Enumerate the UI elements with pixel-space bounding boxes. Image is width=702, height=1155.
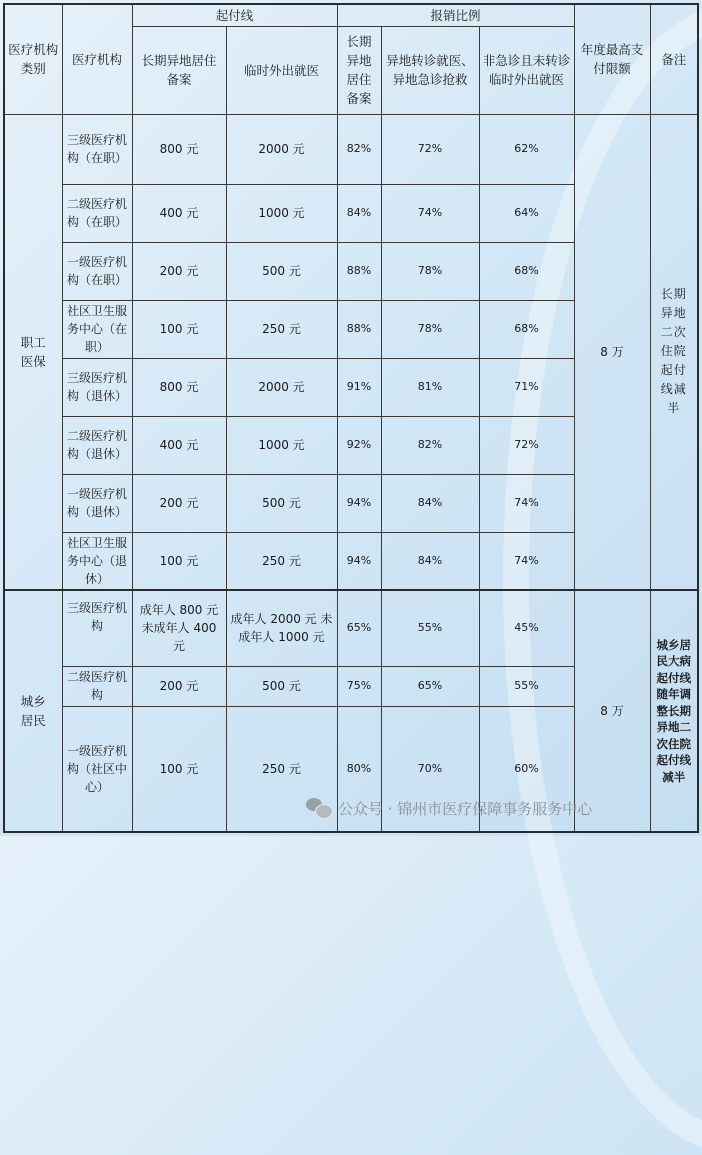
deductible-temp-cell: 500 元 bbox=[226, 474, 337, 532]
institution-cell: 二级医疗机构 bbox=[62, 666, 132, 706]
deductible-temp-cell: 成年人 2000 元 未成年人 1000 元 bbox=[226, 590, 337, 666]
header-deductible: 起付线 bbox=[132, 4, 337, 26]
rate-non-cell: 74% bbox=[479, 474, 574, 532]
rate-long-cell: 91% bbox=[337, 358, 381, 416]
category-resident: 城乡居民 bbox=[4, 590, 62, 832]
resident-remark: 城乡居民大病起付线随年调整长期异地二次住院起付线减半 bbox=[650, 590, 698, 832]
deductible-temp-cell: 2000 元 bbox=[226, 114, 337, 184]
rate-non-cell: 62% bbox=[479, 114, 574, 184]
deductible-temp-cell: 250 元 bbox=[226, 706, 337, 832]
rate-non-cell: 45% bbox=[479, 590, 574, 666]
deductible-temp-cell: 500 元 bbox=[226, 242, 337, 300]
deductible-long-cell: 200 元 bbox=[132, 242, 226, 300]
rate-long-cell: 92% bbox=[337, 416, 381, 474]
rate-transfer-cell: 81% bbox=[381, 358, 479, 416]
deductible-long-cell: 800 元 bbox=[132, 114, 226, 184]
deductible-temp-cell: 2000 元 bbox=[226, 358, 337, 416]
watermark bbox=[306, 797, 592, 819]
rate-non-cell: 55% bbox=[479, 666, 574, 706]
deductible-long-cell: 400 元 bbox=[132, 184, 226, 242]
header-deductible-temporary: 临时外出就医 bbox=[226, 26, 337, 114]
header-deductible-long-term: 长期异地居住备案 bbox=[132, 26, 226, 114]
institution-cell: 三级医疗机构（在职） bbox=[62, 114, 132, 184]
watermark-text: 公众号 · 锦州市医疗保障事务服务中心 bbox=[338, 799, 593, 818]
rate-transfer-cell: 82% bbox=[381, 416, 479, 474]
header-remarks: 备注 bbox=[650, 4, 698, 114]
header-reimburse-long-term: 长期异地居住备案 bbox=[337, 26, 381, 114]
deductible-temp-cell: 1000 元 bbox=[226, 416, 337, 474]
rate-non-cell: 72% bbox=[479, 416, 574, 474]
institution-cell: 一级医疗机构（在职） bbox=[62, 242, 132, 300]
institution-cell: 社区卫生服务中心（退休） bbox=[62, 532, 132, 590]
resident-annual-cap: 8 万 bbox=[574, 590, 650, 832]
rate-transfer-cell: 84% bbox=[381, 474, 479, 532]
header-row-1 bbox=[4, 4, 698, 26]
rate-long-cell: 88% bbox=[337, 300, 381, 358]
institution-cell: 一级医疗机构（社区中心） bbox=[62, 706, 132, 832]
rate-non-cell: 68% bbox=[479, 242, 574, 300]
rate-transfer-cell: 84% bbox=[381, 532, 479, 590]
rate-long-cell: 65% bbox=[337, 590, 381, 666]
header-category: 医疗机构类别 bbox=[4, 4, 62, 114]
employee-remark: 长期异地二次住院起付线减半 bbox=[650, 114, 698, 590]
deductible-long-cell: 400 元 bbox=[132, 416, 226, 474]
header-reimburse-non-emergency: 非急诊且未转诊临时外出就医 bbox=[479, 26, 574, 114]
rate-long-cell: 82% bbox=[337, 114, 381, 184]
institution-cell: 社区卫生服务中心（在职） bbox=[62, 300, 132, 358]
header-institution: 医疗机构 bbox=[62, 4, 132, 114]
rate-transfer-cell: 72% bbox=[381, 114, 479, 184]
header-reimburse-transfer: 异地转诊就医、异地急诊抢救 bbox=[381, 26, 479, 114]
reimbursement-table bbox=[3, 3, 699, 833]
deductible-long-cell: 成年人 800 元 未成年人 400 元 bbox=[132, 590, 226, 666]
header-annual-cap: 年度最高支付限额 bbox=[574, 4, 650, 114]
rate-transfer-cell: 65% bbox=[381, 666, 479, 706]
category-employee: 职工医保 bbox=[4, 114, 62, 590]
deductible-long-cell: 100 元 bbox=[132, 532, 226, 590]
rate-long-cell: 75% bbox=[337, 666, 381, 706]
rate-long-cell: 88% bbox=[337, 242, 381, 300]
deductible-long-cell: 200 元 bbox=[132, 666, 226, 706]
institution-cell: 二级医疗机构（退休） bbox=[62, 416, 132, 474]
table-row bbox=[4, 590, 698, 666]
rate-transfer-cell: 55% bbox=[381, 590, 479, 666]
deductible-temp-cell: 500 元 bbox=[226, 666, 337, 706]
rate-non-cell: 71% bbox=[479, 358, 574, 416]
institution-cell: 三级医疗机构 bbox=[62, 590, 132, 666]
rate-non-cell: 68% bbox=[479, 300, 574, 358]
institution-cell: 一级医疗机构（退休） bbox=[62, 474, 132, 532]
header-reimbursement: 报销比例 bbox=[337, 4, 574, 26]
deductible-temp-cell: 250 元 bbox=[226, 532, 337, 590]
employee-annual-cap: 8 万 bbox=[574, 114, 650, 590]
rate-non-cell: 64% bbox=[479, 184, 574, 242]
rate-transfer-cell: 74% bbox=[381, 184, 479, 242]
rate-long-cell: 84% bbox=[337, 184, 381, 242]
rate-transfer-cell: 70% bbox=[381, 706, 479, 832]
rate-non-cell: 60% bbox=[479, 706, 574, 832]
deductible-long-cell: 100 元 bbox=[132, 300, 226, 358]
deductible-long-cell: 100 元 bbox=[132, 706, 226, 832]
wechat-icon bbox=[306, 798, 332, 818]
rate-long-cell: 94% bbox=[337, 532, 381, 590]
rate-transfer-cell: 78% bbox=[381, 242, 479, 300]
deductible-long-cell: 200 元 bbox=[132, 474, 226, 532]
rate-long-cell: 80% bbox=[337, 706, 381, 832]
deductible-temp-cell: 250 元 bbox=[226, 300, 337, 358]
table-row bbox=[4, 114, 698, 184]
deductible-long-cell: 800 元 bbox=[132, 358, 226, 416]
institution-cell: 二级医疗机构（在职） bbox=[62, 184, 132, 242]
table-frame bbox=[3, 3, 697, 831]
rate-long-cell: 94% bbox=[337, 474, 381, 532]
rate-transfer-cell: 78% bbox=[381, 300, 479, 358]
institution-cell: 三级医疗机构（退休） bbox=[62, 358, 132, 416]
deductible-temp-cell: 1000 元 bbox=[226, 184, 337, 242]
rate-non-cell: 74% bbox=[479, 532, 574, 590]
